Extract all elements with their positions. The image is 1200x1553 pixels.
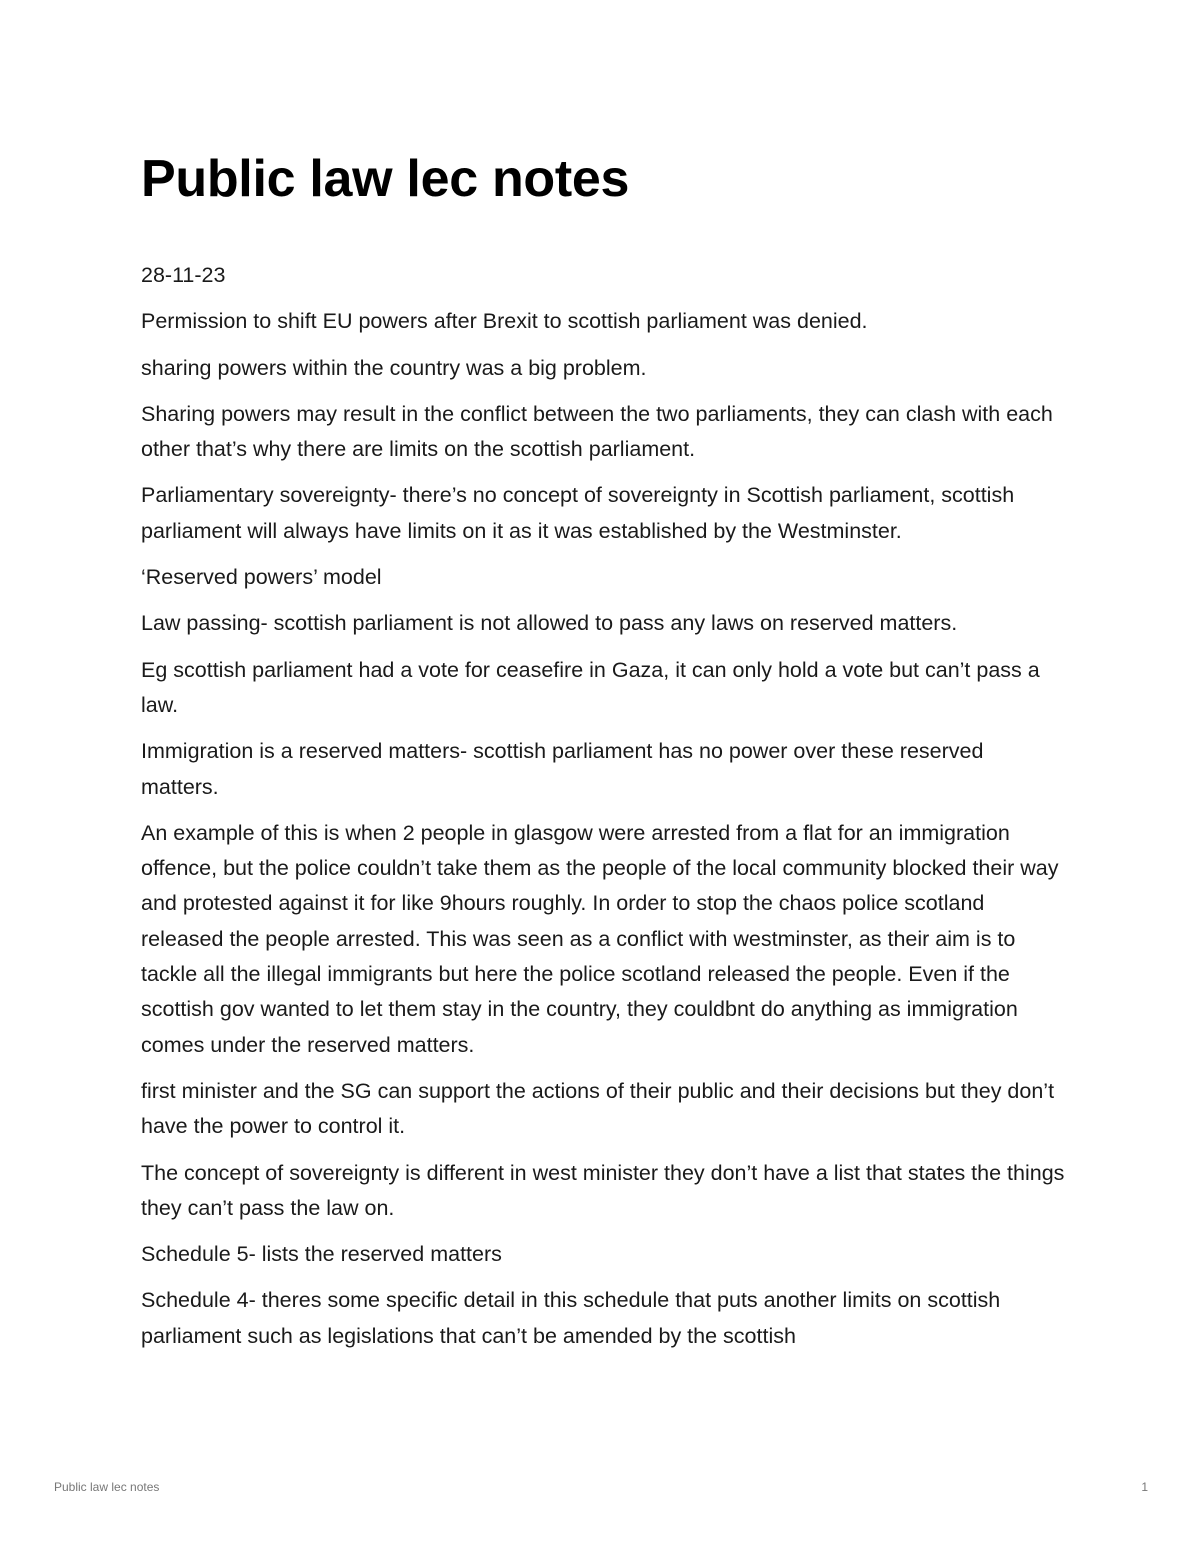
paragraph: Schedule 5- lists the reserved matters: [141, 1242, 502, 1267]
paragraph: Schedule 4- theres some specific detail in this schedule that puts another limits on scottish parliament such as legislations that can’t be amended by the scottish: [141, 1288, 1001, 1348]
page-footer: [54, 1480, 1148, 1500]
page-title: Public law lec notes: [141, 150, 630, 208]
document-body: [141, 258, 1066, 1365]
paragraph: ‘Reserved powers’ model: [141, 565, 382, 590]
paragraph: The concept of sovereignty is different in west minister they don’t have a list that states the things they can’t pass the law on.: [141, 1160, 1065, 1220]
paragraph: Law passing- scottish parliament is not allowed to pass any laws on reserved matters.: [141, 611, 958, 636]
paragraph: sharing powers within the country was a big problem.: [141, 355, 647, 380]
paragraph: Eg scottish parliament had a vote for ceasefire in Gaza, it can only hold a vote but can’t pass a law.: [141, 657, 1040, 717]
paragraph: Permission to shift EU powers after Brexit to scottish parliament was denied.: [141, 309, 868, 334]
paragraph-date: 28-11-23: [141, 263, 226, 287]
paragraph: Immigration is a reserved matters- scottish parliament has no power over these reserved matters.: [141, 739, 984, 799]
paragraph: first minister and the SG can support the actions of their public and their decisions but they don’t have the power to control it.: [141, 1078, 1055, 1139]
paragraph: An example of this is when 2 people in glasgow were arrested from a flat for an immigration offence, but the police couldn’t take them as the people of the local community blocked their way and protested against it for like 9hours roughly. In order to stop the chaos police scotland released the people arrested. This was seen as a conflict with westminster, as their aim is to tackle all the illegal immigrants but here the police scotland released the people. Even if the scottish gov wanted to let them stay in the country, they couldbnt do anything as immigration comes under the reserved matters.: [141, 820, 1059, 1057]
footer-title: Public law lec notes: [54, 1480, 160, 1494]
paragraph: Sharing powers may result in the conflict between the two parliaments, they can clash with each other that’s why there are limits on the scottish parliament.: [141, 401, 1053, 462]
paragraph: Parliamentary sovereignty- there’s no concept of sovereignty in Scottish parliament, scottish parliament will always have limits on it as it was established by the Westminster.: [141, 483, 1015, 543]
footer-page-number: 1: [1141, 1480, 1148, 1494]
